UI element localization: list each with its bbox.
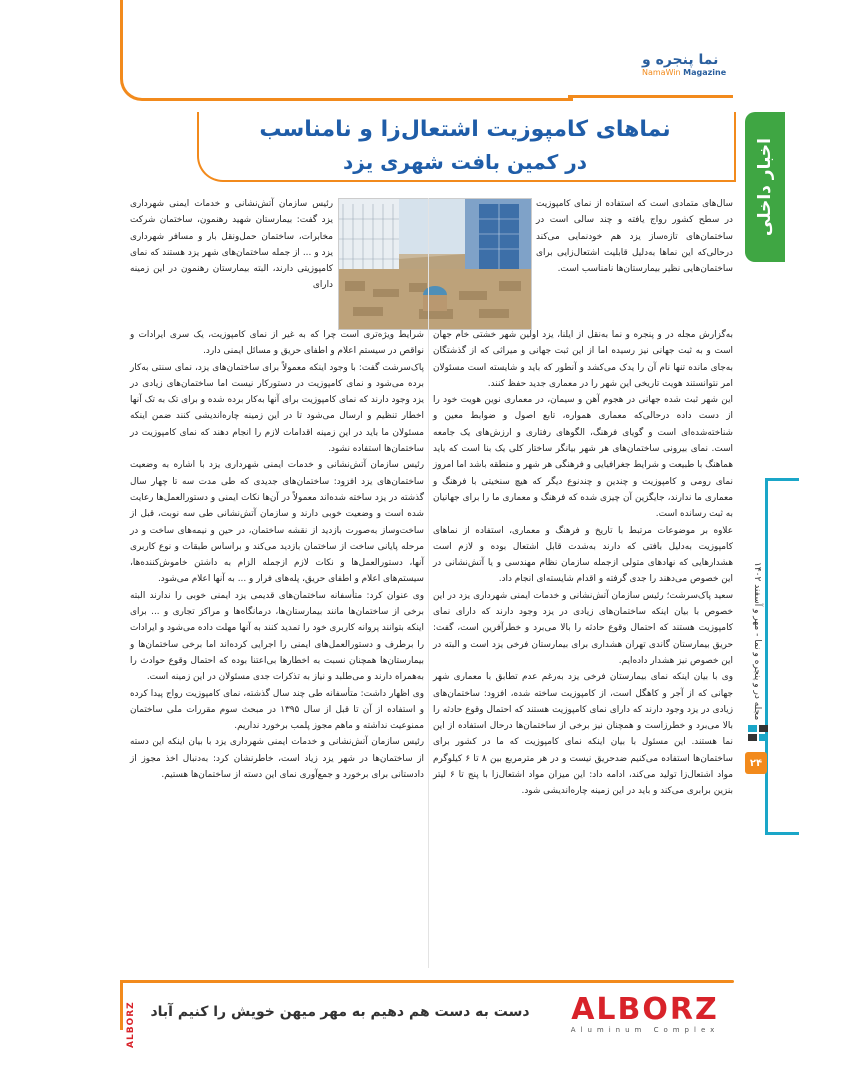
article-title: نماهای کامپوزیت اشتعال‌زا و نامناسب — [259, 117, 671, 142]
brand-persian: نما پنجره و — [642, 52, 719, 68]
paragraph: سعید پاک‌سرشت؛ رئیس سازمان آتش‌نشانی و خدمات ایمنی شهرداری یزد در این خصوص با بیان اینکه ساختمان‌های زیادی در یزد وجود دارند که دارای نمای کامپوزیت هستند که احتمال وقوع حادثه را بالا می‌برد و خطرآفرین است، گفت: حریق بیمارستان گاندی تهران هشداری برای بیمارستان فرخی یزد است و البته در این خصوص نیز هشدار داده‌ایم. — [433, 590, 733, 666]
paragraph: رئیس سازمان آتش‌نشانی و خدمات ایمنی شهرداری یزد با اشاره به وضعیت ساختمان‌های یزد افزود: ساختمان‌های جدیدی که طی مدت سه تا چهار سال گذشته در یزد ساخته شده‌اند معمولاً در آن‌ها نکات ایمنی و دستورالعمل‌ها رعایت شده است و وضعیت خوبی دارند و سازمان آتش‌نشانی طی سه نوبت، قبل از ساخت‌وساز به‌صورت بازدید از نقشه ساختمان، در حین و نیمه‌های ساخت و در مرحله پایانی ساخت از ساختمان بازدید می‌کند و براساس طبقات و نوع کاربری آنها، دستورالعمل‌ها و نکات لازم ازجمله الزام به داشتن خاموش‌کننده‌ها، سیستم‌های اعلام و اطفای حریق، پله‌های فرار و ... به آنها اعلام می‌شود. — [130, 460, 424, 585]
article-subtitle: در کمین بافت شهری یزد — [343, 150, 587, 174]
brand-english: NamaWin Magazine — [642, 68, 727, 77]
article-column-left-top — [130, 196, 333, 294]
paragraph: وی با بیان اینکه نمای بیمارستان فرخی یزد به‌رغم عدم تطابق با معماری شهر جهانی که از آجر و کاهگل است، از کامپوزیت ساخته شده، افزود: ساختمان‌های زیادی در یزد وجود دارند که دارای نمای کامپوزیت هستند که احتمال وقوع حادثه را بالا می‌برد و خطرزاست و همچنان نیز برخی از ساختمان‌ها درحال استفاده از این نما هستند. این مسئول با بیان اینکه نمای کامپوزیت که ما در کشور برای ساختمان‌ها استفاده می‌کنیم ضدحریق نیست و در هر مترمربع بین ۸ تا ۶ کیلوگرم مواد اشتعال‌زا تولید می‌کند، ادامه داد: این میزان مواد اشتعال‌زا با پنج تا ۶ لیتر بنزین برابری می‌کند و باید در این زمینه چاره‌اندیشی شود. — [433, 672, 733, 797]
magazine-logo-icon — [747, 722, 769, 744]
page-number: ۲۴ — [745, 752, 767, 774]
section-label: اخبار داخلی — [755, 137, 775, 237]
advertiser-vertical-logo: ALBORZ — [126, 1001, 136, 1049]
advertiser-logo — [556, 994, 734, 1038]
magazine-brand — [642, 52, 732, 77]
article-column-right — [433, 327, 733, 800]
footer-slogan-right: دست به دست هم دهیم به مهر — [320, 1004, 530, 1020]
footer-rule — [120, 980, 734, 983]
paragraph: وی اظهار داشت: متأسفانه طی چند سال گذشته، نمای کامپوزیت رواج پیدا کرده و استفاده از آن تا قبل از سال ۱۳۹۵ در مبحث سوم مقررات ملی ساختمان ممنوعیت نداشته و ماهم مجوز پلمب برخورد نداریم. — [130, 688, 424, 732]
paragraph: این شهر ثبت شده جهانی در هجوم آهن و سیمان، در معماری نوین هویت خود را از دست داده درحالی‌که معماری همواره، تابع اصول و ضوابط معین و شناخته‌شده‌ای است و گویای فرهنگ، الگوهای رفتاری و ارزش‌های یک جامعه است. نمای بیرونی ساختمان‌های هر شهر بیانگر ساختار کلی یک بنا است که باید هماهنگ با طبیعت و شرایط جغرافیایی و فرهنگی هر شهر و منطقه باشد اما امروز نمای رومی و کامپوزیت و چندین و چندنوع دیگر که هیچ سنخیتی با فرهنگ و معماری ما ندارند، جایگزین آن چیزی شده که فرهنگ و معماری ما را برای جهانیان به ثبت رسانده است. — [433, 395, 733, 520]
column-divider — [428, 198, 429, 968]
advertiser-tagline: Aluminum Complex — [570, 1026, 720, 1034]
footer-slogan-left: میهن خویش را کنیم آباد — [150, 1004, 316, 1020]
article-column-left — [130, 327, 424, 783]
lead-paragraph: سال‌های متمادی است که استفاده از نمای کامپوزیت در سطح کشور رواج یافته و چند سالی است در ساختمان‌های تازه‌ساز یزد هم خودنمایی می‌کند درحالی‌که این نماها به‌دلیل قابلیت اشتعال‌زایی برای ساختمان‌هایی نظیر بیمارستان‌ها نامناسب است. — [536, 199, 733, 275]
top-frame-line — [568, 95, 733, 98]
paragraph: علاوه بر موضوعات مرتبط با تاریخ و فرهنگ و معماری، استفاده از نماهای کامپوزیت به‌دلیل بافتی که دارند به‌شدت قابل اشتعال بوده و لازم است هشدارهایی که نهادهای متولی ازجمله سازمان نظام مهندسی و یا آتش‌نشانی در این خصوص می‌دهند را جدی گرفته و اقدام شایسته‌ای انجام داد. — [433, 525, 733, 585]
side-rule-top — [765, 478, 799, 481]
paragraph: به‌گزارش مجله در و پنجره و نما به‌نقل از ایلنا، یزد اولین شهر خشتی خام جهان است و به ثبت جهانی نیز رسیده اما از این ثبت جهانی و میراثی که از گذشتگان به‌جای مانده تنها نام آن را یدک می‌کشد و آنطور که باید و شایسته است مسئولان امر نتوانستند هویت تاریخی این شهر را در معماری جدید حفظ کنند. — [433, 330, 733, 389]
paragraph: پاک‌سرشت گفت: با وجود اینکه معمولاً برای ساختمان‌های یزد، نمای سنتی به‌کار برده می‌شود و نمای کامپوزیت در دستورکار نیست اما ساختمان‌های زیادی در یزد وجود دارند که نمای کامپوزیت برای آنها به‌کار برده شده و برای تک به تک آنها اخطار تنظیم و ارسال می‌شود تا در این زمینه چاره‌اندیشی کنند ضمن اینکه مسئولان ما باید در این زمینه اقدامات لازم را انجام دهند که نمای کامپوزیت در ساختمان‌ها استفاده نشود. — [130, 362, 424, 455]
paragraph: شرایط ویژه‌تری است چرا که به غیر از نمای کامپوزیت، یک سری ایرادات و نواقص در سیستم اعلام و اطفای حریق و مسائل ایمنی دارد. — [130, 330, 424, 357]
section-tab — [745, 112, 785, 262]
paragraph: وی عنوان کرد: متأسفانه ساختمان‌های قدیمی یزد ایمنی خوبی را ندارند البته برخی از ساختمان‌ها مانند بیمارستان‌ها، درمانگاه‌ها و مراکز تجاری و ... برای اینکه بتوانند پروانه کاربری خود را تمدید کنند به آنها مهلت داده می‌شود و ایرادات را برطرف و دستورالعمل‌های ایمنی را اجرایی کرده‌اند اما برخی ساختمان‌ها و بیمارستان‌ها همچنان نسبت به اخطارها بی‌اعتنا بوده که احتمال وقوع حوادث را به‌همراه دارند و می‌طلبد و نیاز به تذکرات جدی مسئولان در این زمینه است. — [129, 590, 424, 683]
article-lead — [536, 196, 733, 277]
issue-meta: مجله در و پنجره و نما - مهر و آسفند ۱۴۰۲ — [752, 561, 762, 720]
advertiser-name: ALBORZ — [571, 992, 719, 1027]
side-rule — [765, 478, 768, 833]
top-frame-decoration — [120, 0, 573, 101]
article-photo-collage — [338, 198, 532, 330]
side-rule-bottom — [765, 832, 799, 835]
paragraph: رئیس سازمان آتش‌نشانی و خدمات ایمنی شهرداری یزد با بیان اینکه این دسته از ساختمان‌ها در شهر یزد زیاد است، خاطرنشان کرد: به‌دنبال اخذ مجوز از دادستانی برای برخورد و جمع‌آوری نمای این دسته از ساختمان‌ها هستیم. — [130, 737, 424, 781]
title-frame-right — [734, 112, 736, 180]
paragraph: رئیس سازمان آتش‌نشانی و خدمات ایمنی شهرداری یزد گفت: بیمارستان شهید رهنمون، ساختمان شرکت مخابرات، ساختمان حمل‌ونقل بار و مسافر شهرداری یزد و ... از جمله ساختمان‌های شهر یزد هستند که نمای کامپوزیتی دارند، البته بیمارستان رهنمون در این زمینه دارای — [130, 199, 333, 291]
